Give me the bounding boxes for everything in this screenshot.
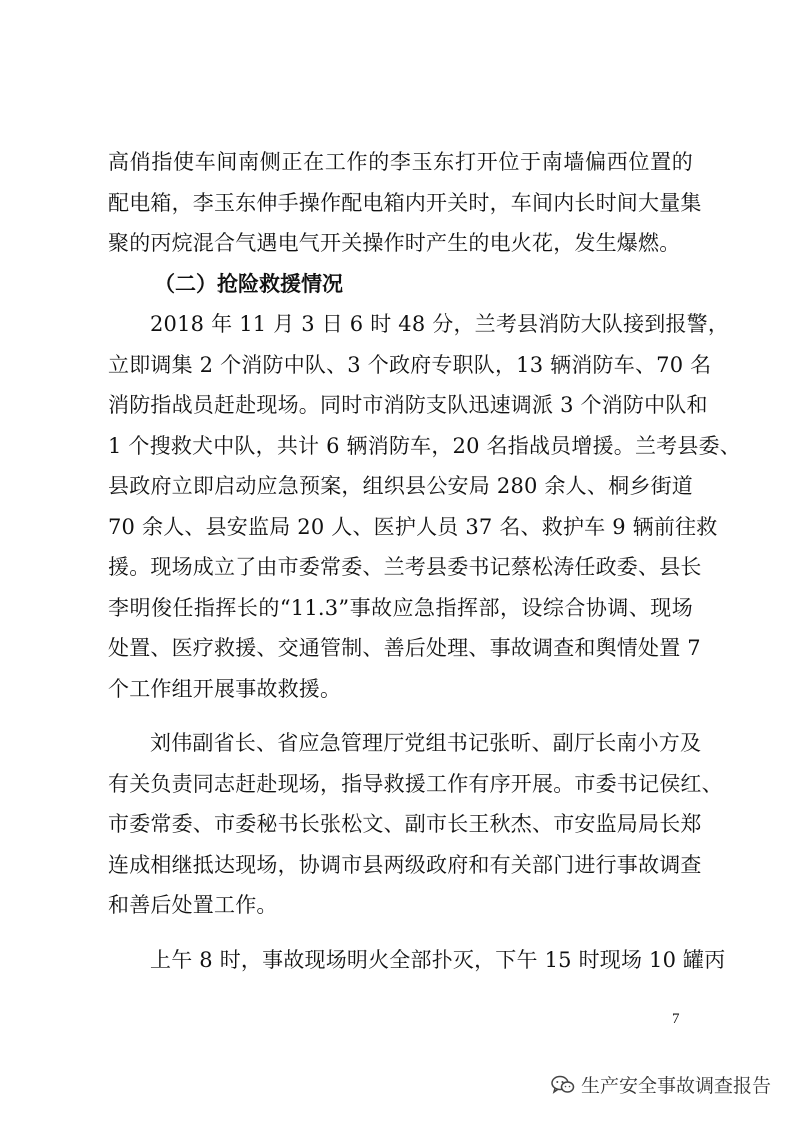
section-heading: （二）抢险救援情况 <box>154 270 343 296</box>
document-body <box>108 142 741 980</box>
text-line: 上午 8 时，事故现场明火全部扑灭，下午 15 时现场 10 罐丙 <box>150 947 726 972</box>
text-line: 高俏指使车间南侧正在工作的李玉东打开位于南墙偏西位置的 <box>108 150 693 174</box>
paragraph-accident-cause <box>108 142 702 264</box>
text-line: 援。现场成立了由市委常委、兰考县委书记蔡松涛任政委、县长 <box>108 555 702 579</box>
paragraph-officials-arrival <box>108 723 723 926</box>
paragraph-gap <box>108 709 693 723</box>
wechat-watermark <box>551 1071 771 1098</box>
text-line: 1 个搜救犬中队，共计 6 辆消防车，20 名指战员增援。兰考县委、 <box>108 433 741 458</box>
text-line: 消防指战员赶赴现场。同时市消防支队迅速调派 3 个消防中队和 <box>108 393 708 417</box>
text-line: 市委常委、市委秘书长张松文、副市长王秋杰、市安监局局长郑 <box>108 812 702 836</box>
text-line: 立即调集 2 个消防中队、3 个政府专职队，13 辆消防车、70 名 <box>108 352 712 377</box>
text-line: 配电箱，李玉东伸手操作配电箱内开关时，车间内长时间大量集 <box>108 190 702 215</box>
wechat-icon <box>551 1075 575 1095</box>
text-line: 连成相继抵达现场，协调市县两级政府和有关部门进行事故调查 <box>108 852 702 877</box>
text-line: 2018 年 11 月 3 日 6 时 48 分，兰考县消防大队接到报警， <box>150 312 730 336</box>
text-line: 聚的丙烷混合气遇电气开关操作时产生的电火花，发生爆燃。 <box>108 231 681 255</box>
text-line: 70 余人、县安监局 20 人、医护人员 37 名、救护车 9 辆前往救 <box>108 514 718 539</box>
paragraph-fire-extinguished <box>108 940 726 981</box>
paragraph-rescue-dispatch <box>108 304 741 709</box>
watermark-text: 生产安全事故调查报告 <box>580 1075 771 1097</box>
text-line: 刘伟副省长、省应急管理厅党组书记张昕、副厅长南小方及 <box>150 731 702 755</box>
page-number: 7 <box>672 1011 680 1027</box>
text-line: 个工作组开展事故救援。 <box>108 676 342 701</box>
paragraph-gap <box>108 926 693 940</box>
text-line: 和善后处置工作。 <box>108 893 278 917</box>
text-line: 县政府立即启动应急预案，组织县公安局 280 余人、桐乡街道 <box>108 474 693 498</box>
text-line: 处置、医疗救援、交通管制、善后处理、事故调查和舆情处置 7 <box>108 636 701 660</box>
text-line: 李明俊任指挥长的“11.3”事故应急指挥部，设综合协调、现场 <box>108 595 693 620</box>
text-line: 有关负责同志赶赴现场，指导救援工作有序开展。市委书记侯红、 <box>108 771 723 796</box>
